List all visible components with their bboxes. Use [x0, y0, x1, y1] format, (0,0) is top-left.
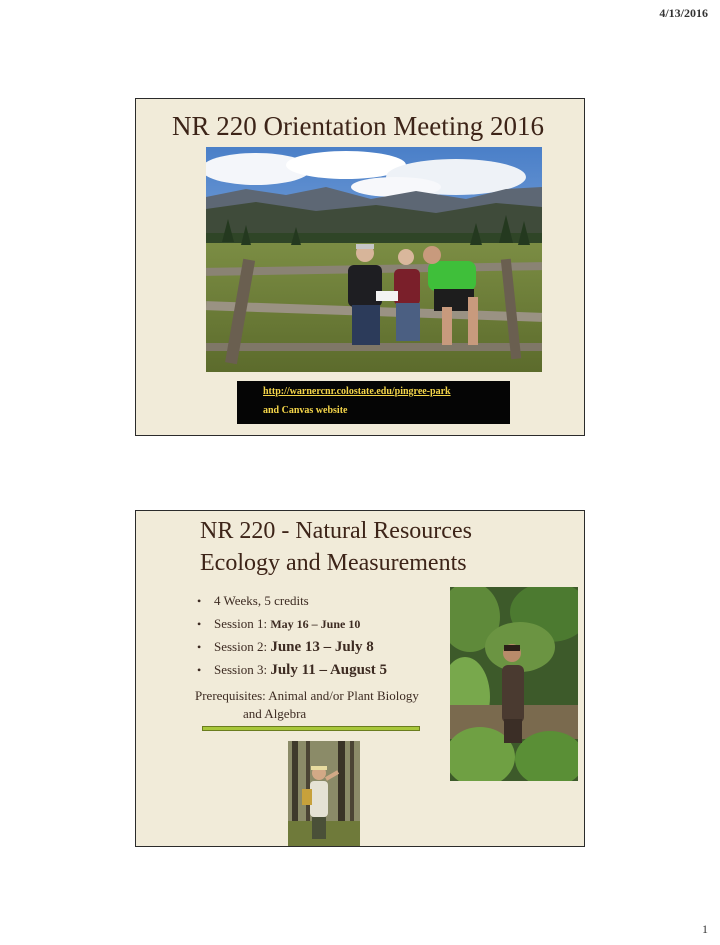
list-item-session-1 — [195, 616, 387, 632]
session-dates: July 11 – August 5 — [270, 662, 388, 678]
session-dates: May 16 – June 10 — [270, 617, 361, 631]
bullet-label: Session 3: — [214, 662, 271, 677]
forest-measurement-photo — [288, 741, 360, 846]
bullet-text: 4 Weeks, 5 credits — [214, 593, 309, 608]
prerequisites-line-2: and Algebra — [243, 706, 307, 721]
bullet-label: Session 1: — [214, 616, 271, 631]
page-date: 4/13/2016 — [659, 6, 708, 20]
prerequisites-text — [195, 687, 455, 723]
prerequisites-line-1: Prerequisites: Animal and/or Plant Biology — [195, 688, 419, 703]
meadow-fence-photo — [206, 147, 542, 372]
list-item-session-3 — [195, 662, 387, 678]
pingree-park-link[interactable]: http://warnercnr.colostate.edu/pingree-park — [263, 386, 451, 397]
page-number: 1 — [702, 922, 708, 936]
canvas-website-label: and Canvas website — [263, 405, 348, 416]
list-item-session-2 — [195, 639, 387, 655]
website-link-box — [237, 381, 510, 424]
list-item-duration — [195, 593, 387, 609]
session-dates: June 13 – July 8 — [270, 639, 374, 655]
green-divider-bar — [202, 726, 420, 731]
slide-title: NR 220 Orientation Meeting 2016 — [172, 111, 544, 141]
slide-orientation-meeting — [135, 98, 585, 436]
slide-course-overview — [135, 510, 585, 847]
slide-title-line-2: Ecology and Measurements — [200, 550, 467, 576]
slide-title — [200, 515, 472, 579]
course-details-list — [195, 593, 387, 685]
slide-title-line-1: NR 220 - Natural Resources — [200, 518, 472, 544]
stream-fieldwork-photo — [450, 587, 578, 781]
bullet-label: Session 2: — [214, 639, 271, 654]
